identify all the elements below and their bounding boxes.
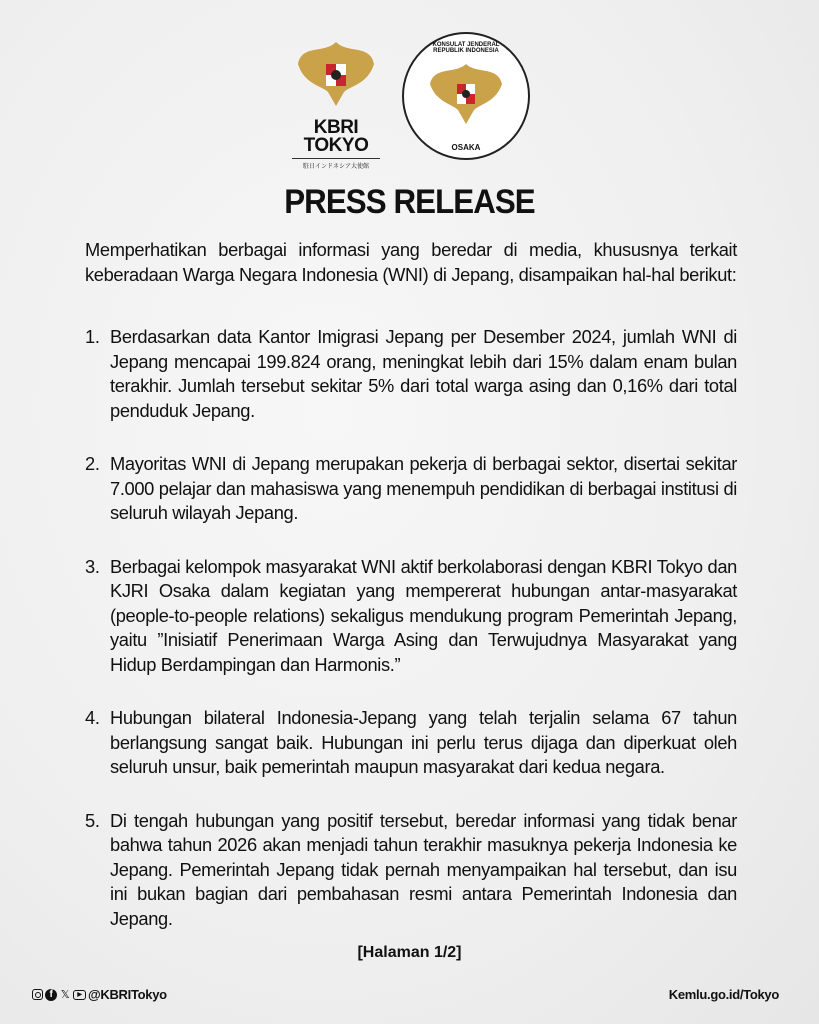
instagram-icon <box>32 989 43 1000</box>
kbri-tokyo-logo: KBRI TOKYO 駐日インドネシア大使館 <box>292 34 380 170</box>
youtube-icon: ▶ <box>73 990 86 1000</box>
garuda-emblem-icon <box>294 34 378 114</box>
list-item: 2. Mayoritas WNI di Jepang merupakan pekerja di berbagai sektor, disertai sekitar 7.000 pelajar dan mahasiswa yang menempuh pendidikan di berbagai institusi di seluruh wilayah Jepang. <box>85 453 737 523</box>
kjri-osaka-seal: KONSULAT JENDERAL REPUBLIK INDONESIA OSAKA <box>402 32 530 160</box>
website-link: Kemlu.go.id/Tokyo <box>668 987 779 1002</box>
intro-paragraph: Memperhatikan berbagai informasi yang beredar di media, khususnya terkait keberadaan Warga Negara Indonesia (WNI) di Jepang, disampaikan hal-hal berikut: <box>85 239 737 285</box>
list-item: 3. Berbagai kelompok masyarakat WNI aktif berkolaborasi dengan KBRI Tokyo dan KJRI Osaka dalam kegiatan yang mempererat hubungan antar-masyarakat (people-to-people relations) sekaligus mendukung program Pemerintah Jepang, yaitu ”Inisiatif Penerimaan Warga Asing dan Terwujudnya Masyarakat yang Hidup Berdampingan dan Harmonis.” <box>85 555 737 675</box>
x-icon: 𝕏 <box>60 988 70 1001</box>
page-number: [Halaman 1/2] <box>357 944 462 961</box>
page-title: PRESS RELEASE <box>284 183 535 221</box>
points-list <box>85 325 737 931</box>
list-item: 4. Hubungan bilateral Indonesia-Jepang yang telah terjalin selama 67 tahun berlangsung sangat baik. Hubungan ini perlu terus dijaga dan diperkuat oleh seluruh unsur, baik pemerintah maupun masyarakat dari kedua negara. <box>85 707 737 777</box>
social-handle: @KBRITokyo <box>88 987 167 1002</box>
press-release-body <box>85 238 737 960</box>
facebook-icon: f <box>45 989 57 1001</box>
list-item: 5. Di tengah hubungan yang positif tersebut, beredar informasi yang tidak benar bahwa tahun 2026 akan menjadi tahun terakhir masuknya pekerja Indonesia ke Jepang. Pemerintah Jepang tidak pernah menyampaikan hal tersebut, dan isu ini bukan bagian dari pembahasan resmi antara Pemerintah Indonesia dan Jepang. <box>85 809 737 929</box>
logos <box>0 30 819 170</box>
list-item: 1. Berdasarkan data Kantor Imigrasi Jepang per Desember 2024, jumlah WNI di Jepang mencapai 199.824 orang, meningkat lebih dari 15% dalam enam bulan terakhir. Jumlah tersebut sekitar 5% dari total warga asing dan 0,16% dari total penduduk Jepang. <box>85 326 737 421</box>
social-handles <box>32 987 167 1002</box>
